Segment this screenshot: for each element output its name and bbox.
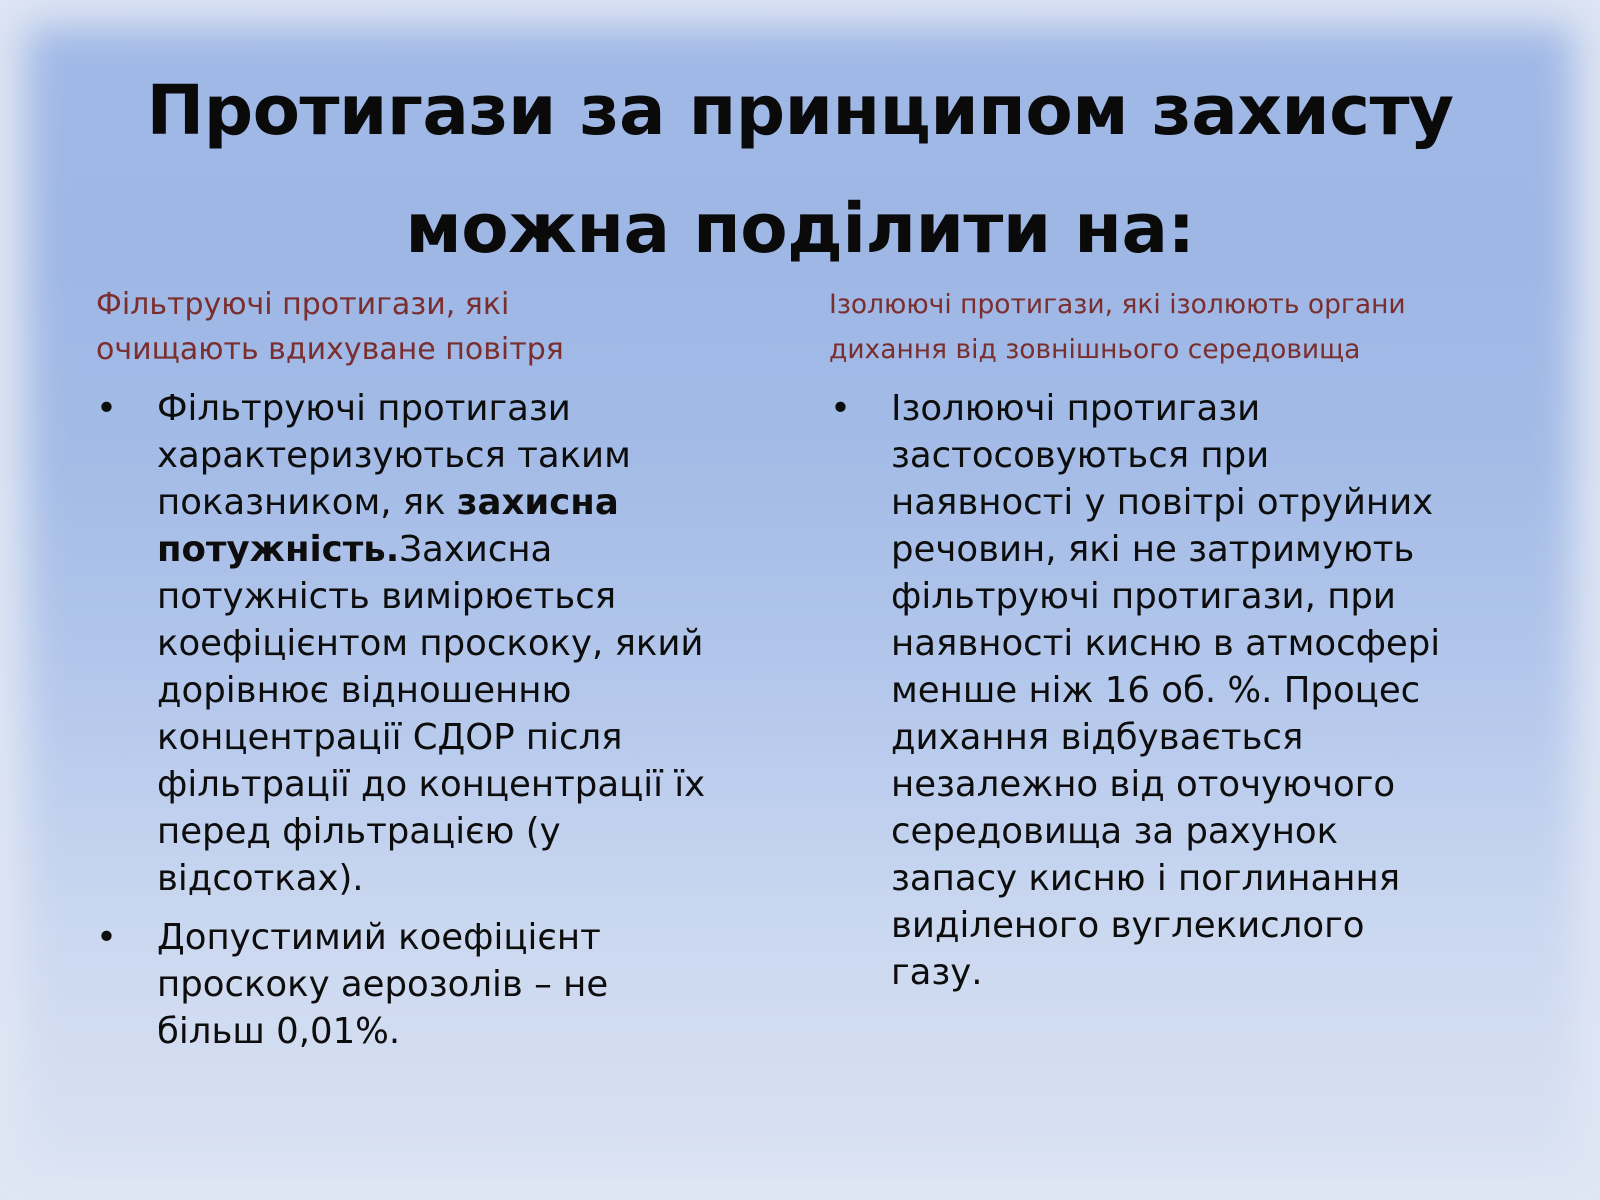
slide-title — [80, 52, 1520, 288]
bullet-line: незалежно від оточуючого — [891, 764, 1396, 805]
bullet-line: більш 0,01%. — [157, 1011, 401, 1052]
left-bullet-item-1 — [96, 385, 776, 902]
bullet-line: дорівнює відношенню — [157, 670, 572, 711]
bullet-line: газу. — [891, 952, 983, 993]
left-column-heading — [96, 282, 736, 372]
bullet-line: фільтрації до концентрації їх — [157, 764, 706, 805]
slide-title-line-2: можна поділити на: — [405, 189, 1195, 269]
bullet-line: наявності кисню в атмосфері — [891, 623, 1441, 664]
bullet-line-text: Захисна — [399, 529, 553, 570]
bullet-line-text: показником, як — [157, 482, 457, 523]
bullet-line: виділеного вуглекислого — [891, 905, 1365, 946]
left-heading-line-1: Фільтруючі протигази, які — [96, 287, 510, 322]
bullet-line: характеризуються таким — [157, 435, 631, 476]
bullet-line: концентрації СДОР після — [157, 717, 623, 758]
bullet-line: фільтруючі протигази, при — [891, 576, 1397, 617]
bullet-line: Допустимий коефіцієнт — [157, 917, 601, 958]
bullet-line — [157, 526, 776, 573]
bullet-line: коефіцієнтом проскоку, який — [157, 623, 704, 664]
bullet-line — [157, 479, 776, 526]
right-heading-line-2: дихання від зовнішнього середовища — [829, 334, 1361, 365]
right-bullet-list — [830, 385, 1570, 1008]
bullet-line: Ізолюючі протигази — [891, 388, 1261, 429]
bullet-line: середовища за рахунок — [891, 811, 1339, 852]
left-bullet-item-2 — [96, 914, 776, 1055]
right-bullet-1-text — [891, 385, 1570, 996]
bullet-line: відсотках). — [157, 858, 364, 899]
bullet-line: проскоку аерозолів – не — [157, 964, 609, 1005]
bullet-line: Фільтруючі протигази — [157, 388, 571, 429]
bullet-dot-icon: • — [96, 917, 117, 958]
bullet-dot-icon: • — [830, 388, 851, 429]
bullet-line: перед фільтрацією (у — [157, 811, 561, 852]
left-bullet-list — [96, 385, 776, 1067]
bullet-line: дихання відбувається — [891, 717, 1304, 758]
emphasis-text: захисна — [456, 482, 619, 523]
bullet-line: потужність вимірюється — [157, 576, 617, 617]
bullet-dot-icon: • — [96, 388, 117, 429]
slide-title-line-1: Протигази за принципом захисту — [146, 71, 1454, 151]
right-heading-line-1: Ізолюючі протигази, які ізолюють органи — [829, 289, 1406, 320]
emphasis-text: потужність. — [157, 529, 400, 570]
bullet-line: речовин, які не затримують — [891, 529, 1415, 570]
bullet-line: запасу кисню і поглинання — [891, 858, 1401, 899]
bullet-line: менше ніж 16 об. %. Процес — [891, 670, 1421, 711]
left-heading-line-2: очищають вдихуване повітря — [96, 332, 564, 367]
right-column-heading — [829, 282, 1529, 372]
bullet-line: наявності у повітрі отруйних — [891, 482, 1434, 523]
right-bullet-item-1 — [830, 385, 1570, 996]
left-bullet-1-text — [157, 385, 776, 902]
bullet-line: застосовуються при — [891, 435, 1270, 476]
left-bullet-2-text — [157, 914, 776, 1055]
